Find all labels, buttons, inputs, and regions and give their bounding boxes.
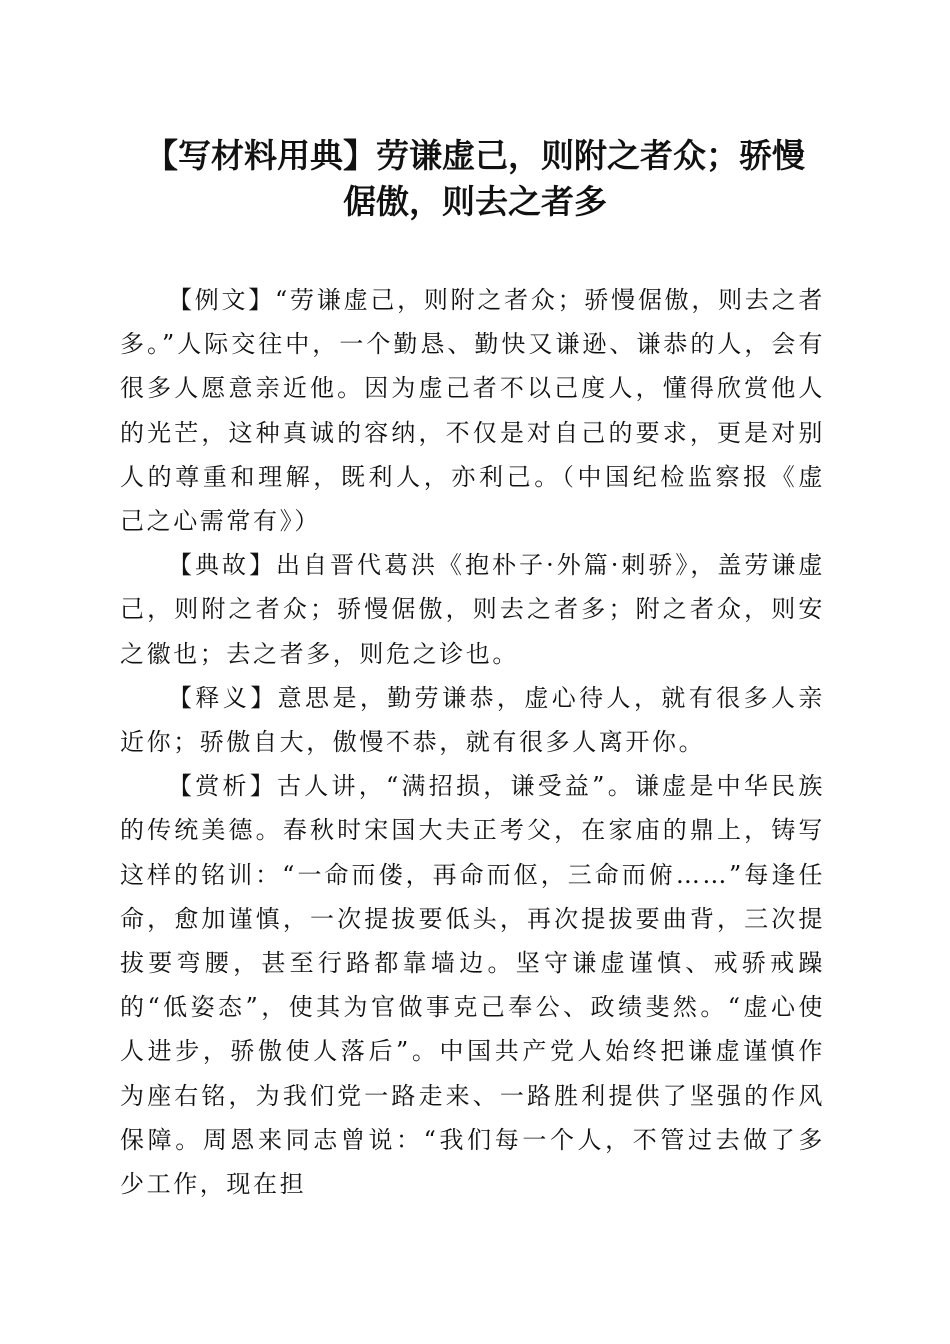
paragraph-tag: 【释义】: [168, 683, 278, 712]
paragraph-tag: 【赏析】: [168, 772, 277, 801]
paragraph-text: 出自晋代葛洪《抱朴子·外篇·刺骄》，盖劳谦虚己，则附之者众；骄慢倨傲，则去之者多；附之者众，则安之徽也；去之者多，则危之诊也。: [120, 551, 825, 668]
paragraph-text: 意思是，勤劳谦恭，虚心待人，就有很多人亲近你；骄傲自大，傲慢不恭，就有很多人离开你。: [120, 683, 825, 757]
paragraph-tag: 【典故】: [168, 551, 277, 580]
title-line-2: 倨傲，则去之者多: [343, 182, 607, 221]
document-title: [100, 133, 850, 225]
paragraph-analysis: [120, 764, 825, 1206]
paragraph-example: [120, 278, 825, 543]
title-line-1: 【写材料用典】劳谦虚己，则附之者众；骄慢: [145, 136, 805, 175]
document-body: [120, 278, 825, 1206]
paragraph-allusion: [120, 543, 825, 676]
paragraph-meaning: [120, 676, 825, 764]
paragraph-tag: 【例文】: [168, 286, 276, 314]
paragraph-text: “劳谦虚己，则附之者众；骄慢倨傲，则去之者多。”人际交往中，一个勤恳、勤快又谦逊、谦恭的人，会有很多人愿意亲近他。因为虚己者不以己度人，懂得欣赏他人的光芒，这种真诚的容纳，不仅是对自己的要求，更是对别人的尊重和理解，既利人，亦利己。（中国纪检监察报《虚己之心需常有》）: [120, 286, 825, 536]
paragraph-text: 古人讲，“满招损，谦受益”。谦虚是中华民族的传统美德。春秋时宋国大夫正考父，在家庙的鼎上，铸写这样的铭训：“一命而偻，再命而伛，三命而俯……”每逢任命，愈加谨慎，一次提拔要低头，再次提拔要曲背，三次提拔要弯腰，甚至行路都靠墙边。坚守谦虚谨慎、戒骄戒躁的“低姿态”，使其为官做事克己奉公、政绩斐然。“虚心使人进步，骄傲使人落后”。中国共产党人始终把谦虚谨慎作为座右铭，为我们党一路走来、一路胜利提供了坚强的作风保障。周恩来同志曾说：“我们每一个人，不管过去做了多少工作，现在担: [120, 772, 825, 1199]
